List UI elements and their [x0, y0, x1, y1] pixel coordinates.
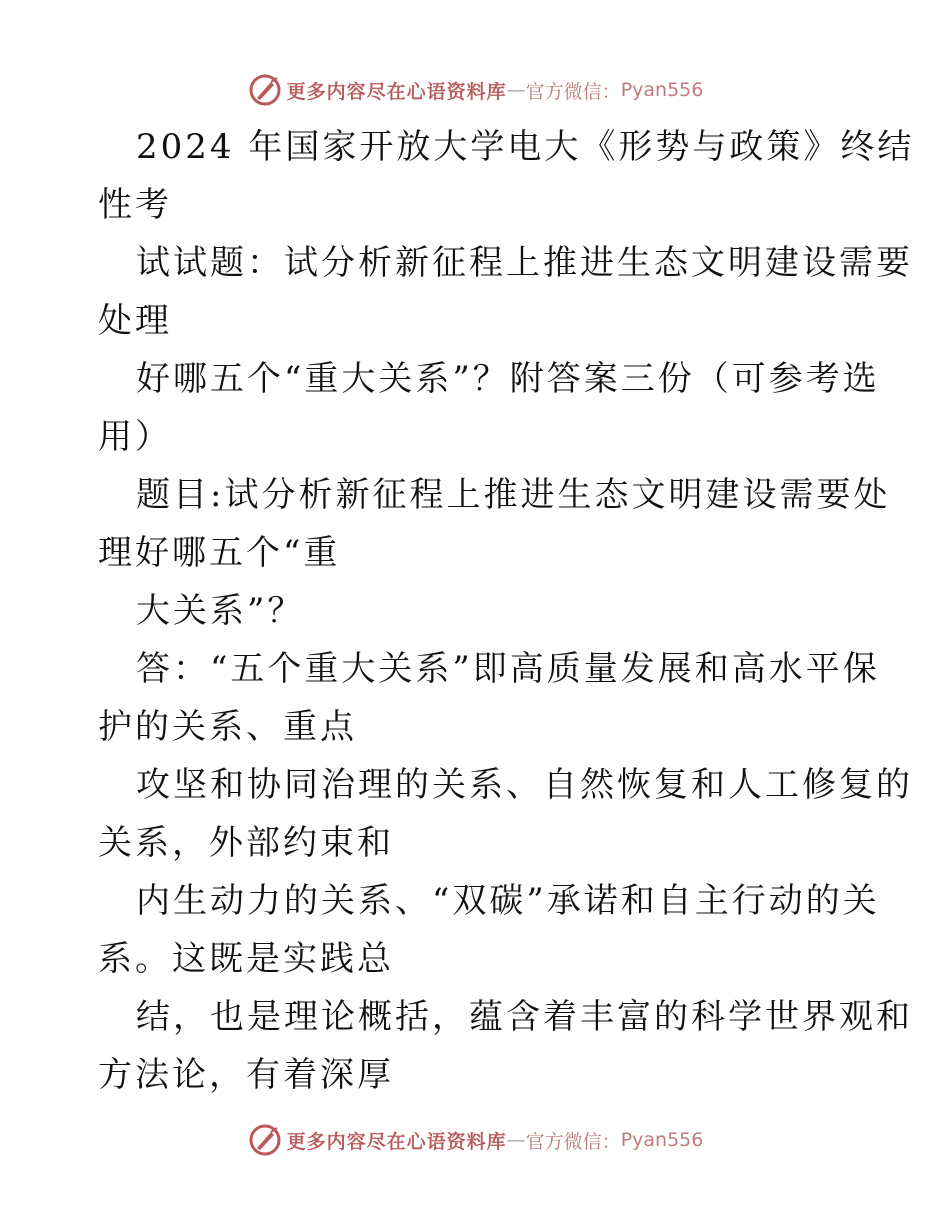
watermark-wechat-id: Pyan556 — [620, 79, 704, 101]
header-watermark — [0, 70, 950, 110]
text-line: 答：“五个重大关系”即高质量发展和高水平保 — [136, 649, 880, 689]
watermark-wechat-label: 官方微信： — [525, 1130, 621, 1153]
text-line: 好哪五个“重大关系”？附答案三份（可参考选 — [136, 359, 880, 399]
text-line: 关系，外部约束和 — [98, 823, 394, 863]
text-line: 结，也是理论概括，蕴含着丰富的科学世界观和 — [136, 997, 913, 1037]
watermark-site-text: 更多内容尽在心语资料库 — [286, 80, 507, 103]
quill-logo-icon — [247, 72, 283, 108]
text-line: 处理 — [98, 301, 172, 341]
text-line: 方法论，有着深厚 — [98, 1055, 394, 1095]
text-line: 护的关系、重点 — [98, 707, 357, 747]
text-line: 2024 年国家开放大学电大《形势与政策》终结 — [136, 127, 915, 167]
document-body — [98, 118, 915, 1104]
footer-watermark — [0, 1120, 950, 1160]
watermark-wechat-label: 官方微信： — [525, 80, 621, 103]
text-line: 性考 — [98, 185, 172, 225]
watermark-separator: — — [506, 1129, 526, 1151]
text-line: 攻坚和协同治理的关系、自然恢复和人工修复的 — [136, 765, 913, 805]
text-line: 题目:试分析新征程上推进生态文明建设需要处 — [136, 475, 891, 515]
text-line: 试试题：试分析新征程上推进生态文明建设需要 — [136, 243, 913, 283]
text-line: 理好哪五个“重 — [98, 533, 341, 573]
text-line: 系。这既是实践总 — [98, 939, 394, 979]
watermark-site-text: 更多内容尽在心语资料库 — [286, 1130, 507, 1153]
text-line: 大关系”？ — [136, 591, 305, 631]
text-line: 用） — [98, 417, 172, 457]
watermark-wechat-id: Pyan556 — [620, 1129, 704, 1151]
text-line: 内生动力的关系、“双碳”承诺和自主行动的关 — [136, 881, 880, 921]
quill-logo-icon — [247, 1122, 283, 1158]
watermark-separator: — — [506, 79, 526, 101]
